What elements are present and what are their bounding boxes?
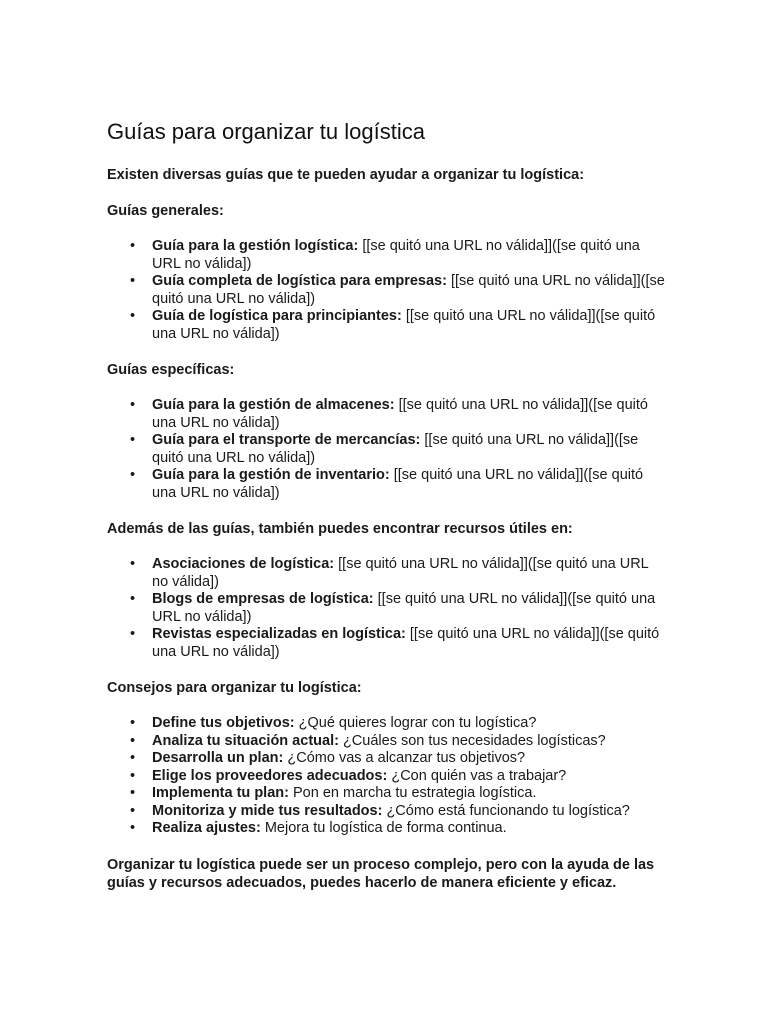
page-title: Guías para organizar tu logística xyxy=(107,119,425,144)
item-text: [[se quitó una URL no válida]]([se quitó una URL no válida]) xyxy=(152,397,648,431)
list-item xyxy=(107,733,667,751)
item-text: [[se quitó una URL no válida]]([se quitó una URL no válida]) xyxy=(152,591,656,625)
item-text: ¿Cómo está funcionando tu logística? xyxy=(386,802,630,819)
section-heading: Además de las guías, también puedes encontrar recursos útiles en: xyxy=(107,521,573,537)
bullet-list xyxy=(107,397,667,502)
item-label: Guía para la gestión logística: xyxy=(152,238,359,254)
item-label: Implementa tu plan: xyxy=(152,785,289,801)
item-label: Asociaciones de logística: xyxy=(152,556,335,572)
item-text: [[se quitó una URL no válida]]([se quitó una URL no válida]) xyxy=(152,273,665,307)
bullet-list xyxy=(107,556,667,661)
list-item xyxy=(107,556,667,591)
item-label: Analiza tu situación actual: xyxy=(152,732,339,749)
item-label: Guía para la gestión de inventario: xyxy=(152,467,390,483)
section-specific-guides xyxy=(107,361,667,520)
item-text: ¿Con quién vas a trabajar? xyxy=(391,767,567,784)
item-text: Pon en marcha tu estrategia logística. xyxy=(293,785,537,801)
item-text: [[se quitó una URL no válida]]([se quitó una URL no válida]) xyxy=(152,432,639,466)
section-heading: Guías generales: xyxy=(107,203,224,219)
item-label: Guía completa de logística para empresas: xyxy=(152,273,447,289)
item-text: ¿Cómo vas a alcanzar tus objetivos? xyxy=(287,750,526,766)
list-item xyxy=(107,785,667,803)
list-item xyxy=(107,768,667,786)
list-item xyxy=(107,803,667,821)
section-heading: Guías específicas: xyxy=(107,362,235,378)
list-item xyxy=(107,397,667,432)
item-label: Blogs de empresas de logística: xyxy=(152,591,374,607)
item-label: Guía para la gestión de almacenes: xyxy=(152,397,395,413)
list-item xyxy=(107,715,667,733)
item-text: [[se quitó una URL no válida]]([se quitó una URL no válida]) xyxy=(152,626,660,660)
list-item xyxy=(107,308,667,343)
list-item xyxy=(107,820,667,838)
item-label: Elige los proveedores adecuados: xyxy=(152,767,388,784)
section-general-guides xyxy=(107,202,667,361)
item-label: Guía para el transporte de mercancías: xyxy=(152,432,421,448)
section-tips xyxy=(107,679,667,856)
item-label: Realiza ajustes: xyxy=(152,820,261,836)
item-text: ¿Qué quieres lograr con tu logística? xyxy=(298,715,537,731)
item-text: [[se quitó una URL no válida]]([se quitó una URL no válida]) xyxy=(152,556,649,590)
item-label: Monitoriza y mide tus resultados: xyxy=(152,802,383,819)
list-item xyxy=(107,467,667,502)
document-page xyxy=(107,118,667,893)
list-item xyxy=(107,432,667,467)
item-label: Desarrolla un plan: xyxy=(152,750,284,766)
section-heading: Consejos para organizar tu logística: xyxy=(107,680,362,696)
conclusion-paragraph: Organizar tu logística puede ser un proceso complejo, pero con la ayuda de las guías y recursos adecuados, puedes hacerlo de manera eficiente y eficaz. xyxy=(107,856,655,891)
list-item xyxy=(107,238,667,273)
item-text: [[se quitó una URL no válida]]([se quitó una URL no válida]) xyxy=(152,467,644,501)
item-text: ¿Cuáles son tus necesidades logísticas? xyxy=(342,732,606,749)
bullet-list xyxy=(107,715,667,838)
section-resources xyxy=(107,520,667,679)
item-text: Mejora tu logística de forma continua. xyxy=(264,820,507,836)
item-label: Define tus objetivos: xyxy=(152,715,295,731)
intro-paragraph: Existen diversas guías que te pueden ayudar a organizar tu logística: xyxy=(107,167,585,183)
list-item xyxy=(107,626,667,661)
item-label: Guía de logística para principiantes: xyxy=(152,308,402,324)
bullet-list xyxy=(107,238,667,343)
item-label: Revistas especializadas en logística: xyxy=(152,626,406,642)
list-item xyxy=(107,273,667,308)
list-item xyxy=(107,591,667,626)
item-text: [[se quitó una URL no válida]]([se quitó una URL no válida]) xyxy=(152,308,656,342)
list-item xyxy=(107,750,667,768)
item-text: [[se quitó una URL no válida]]([se quitó una URL no válida]) xyxy=(152,238,640,272)
